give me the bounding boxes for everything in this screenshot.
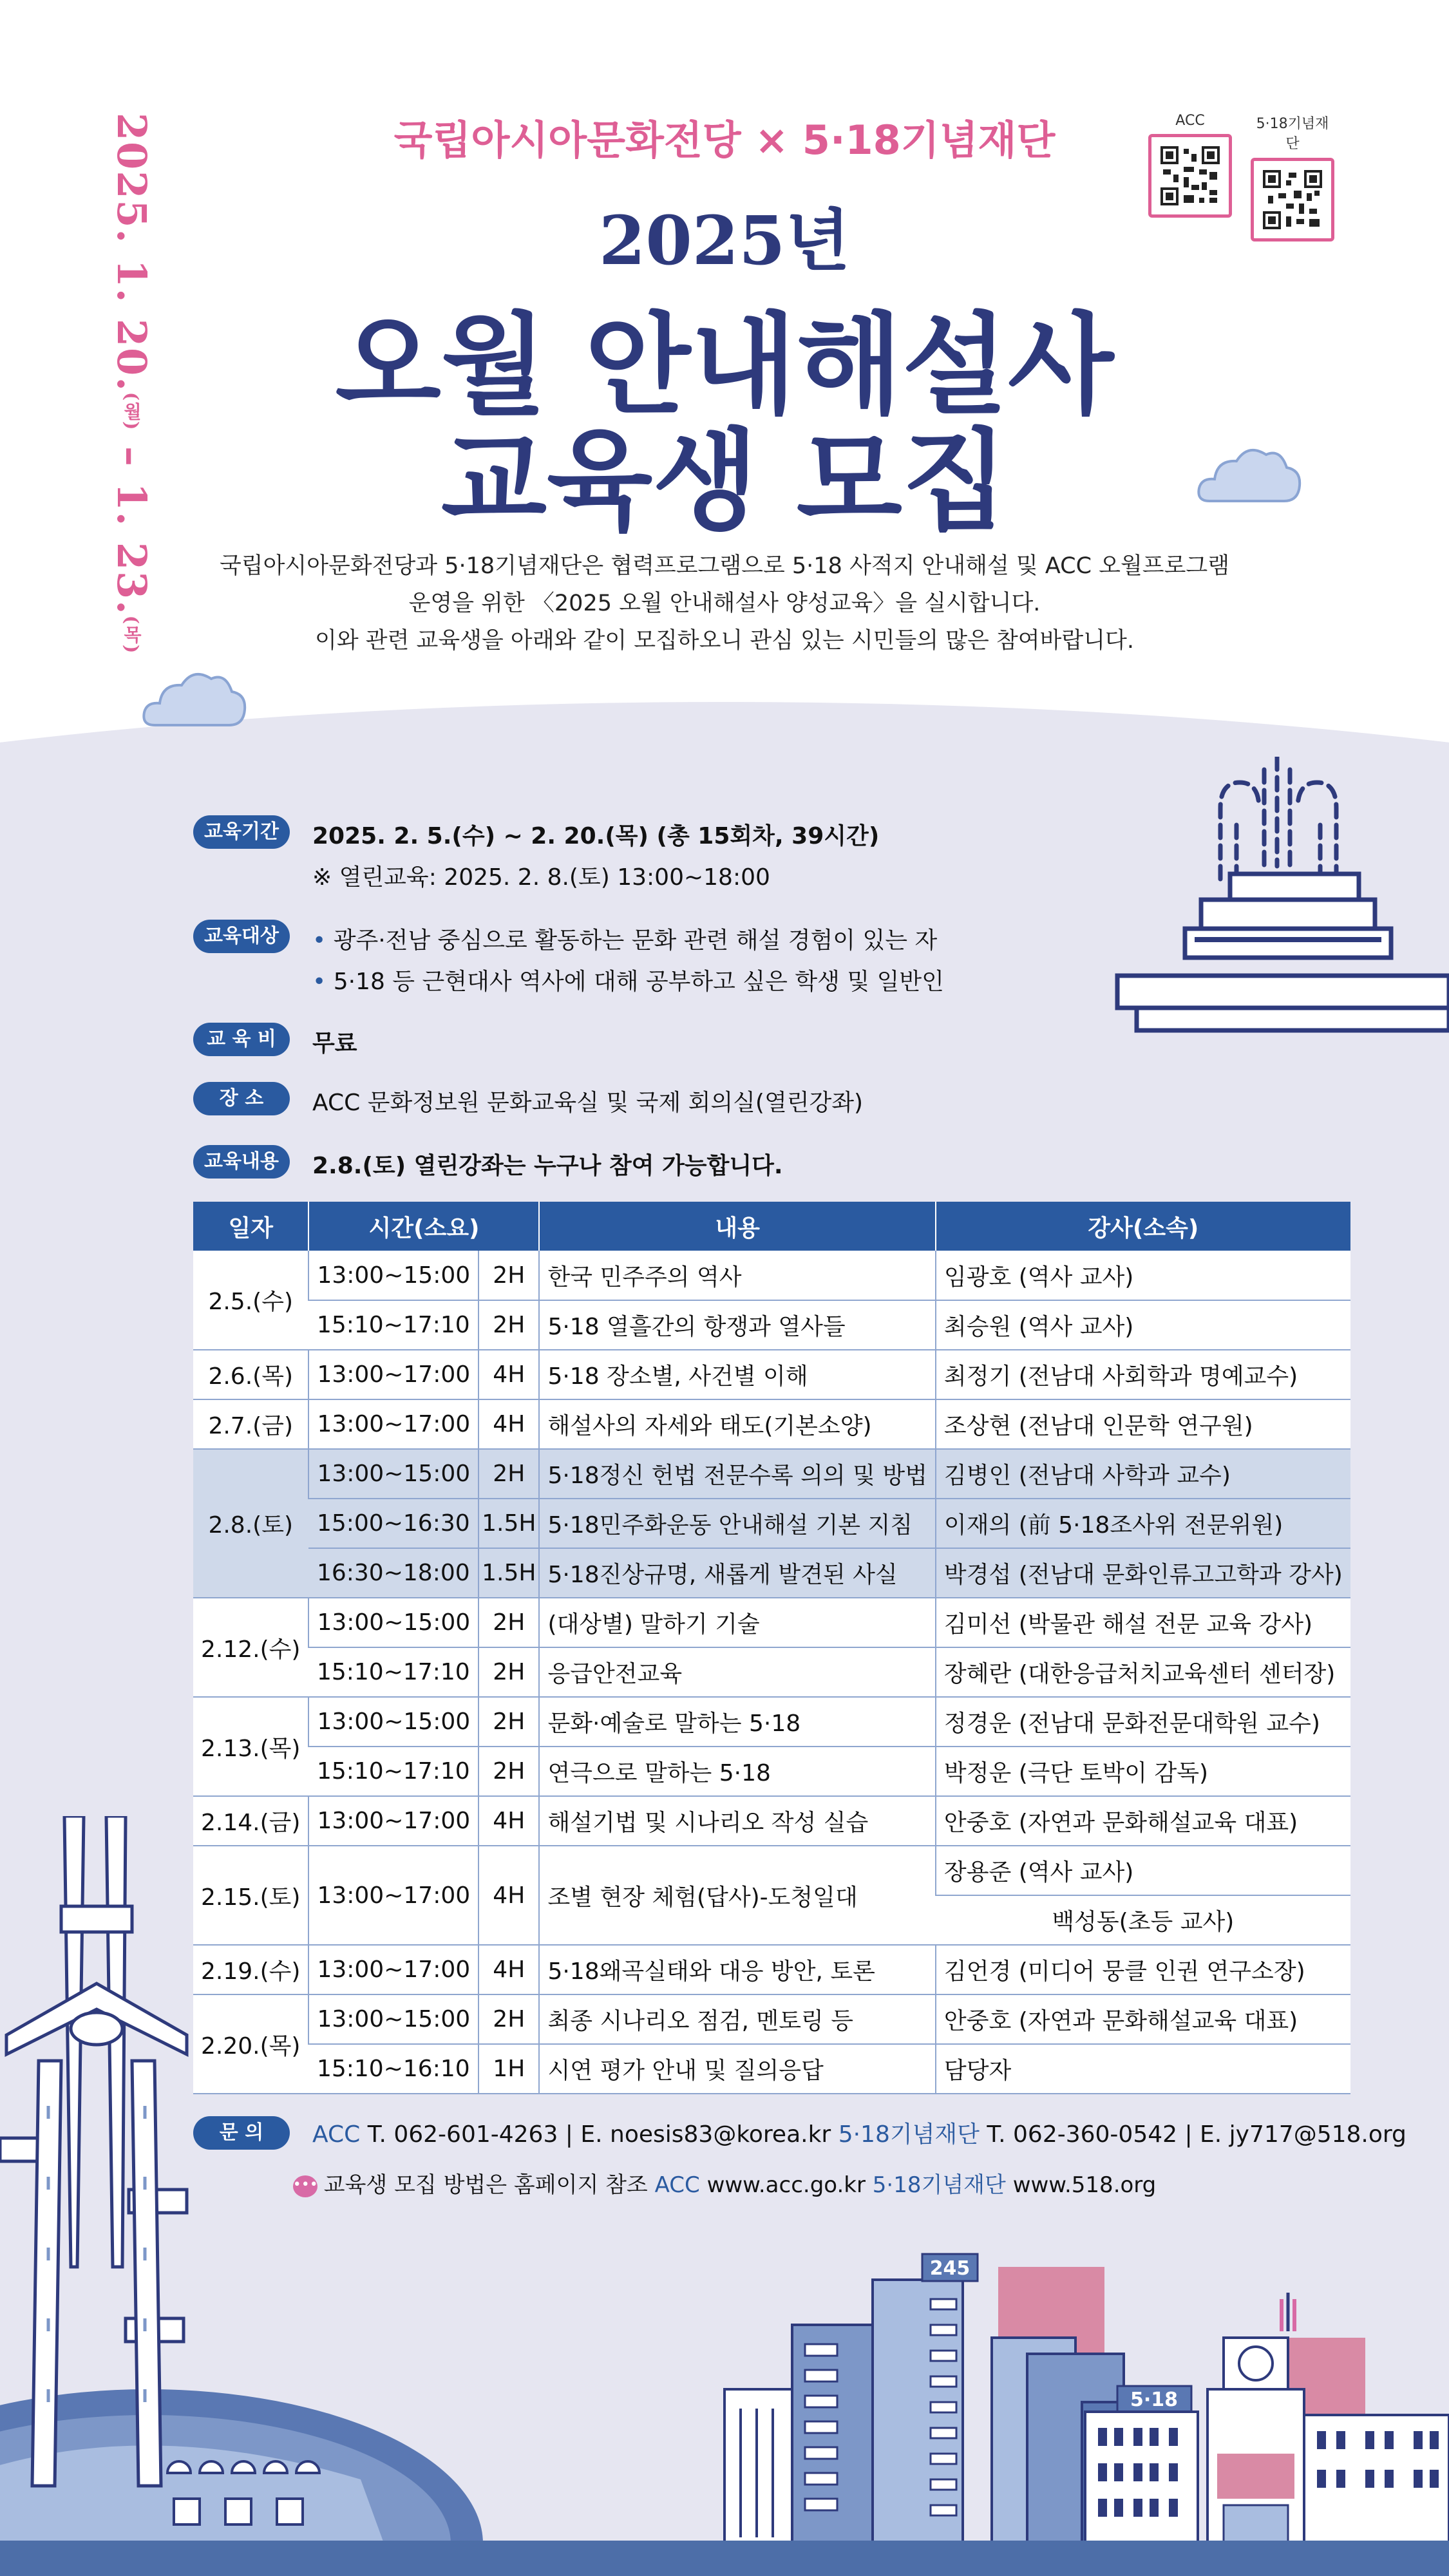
table-row: 2.12.(수) 13:00~15:00 2H (대상별) 말하기 기술 김미선 (박물관 해설 전문 교육 강사) xyxy=(193,1598,1350,1647)
table-row-open-class: 2.8.(토) 13:00~15:00 2H 5·18정신 헌법 전문수록 의의 및 방법 김병인 (전남대 사학과 교수) xyxy=(193,1449,1350,1499)
table-row: 2.20.(목) 13:00~15:00 2H 최종 시나리오 점검, 멘토링 등 안중호 (자연과 문화해설교육 대표) xyxy=(193,1994,1350,2044)
table-row: 15:10~16:10 1H 시연 평가 안내 및 질의응답 담당자 xyxy=(193,2044,1350,2094)
title-year: 2025년 xyxy=(599,201,850,280)
intro-paragraph: 국립아시아문화전당과 5·18기념재단은 협력프로그램으로 5·18 사적지 안내해설 및 ACC 오월프로그램 운영을 위한 〈2025 오월 안내해설사 양성교육〉을 실시합니다. 이와 관련 교육생을 아래와 같이 모집하오니 관심 있는 시민들의 많은 참여바랍니다. xyxy=(219,553,1230,654)
table-header: 일자 시간(소요) 내용 강사(소속) xyxy=(193,1202,1350,1251)
homepage-note: ••• 교육생 모집 방법은 홈페이지 참조 ACC www.acc.go.kr 5·18기념재단 www.518.org xyxy=(292,2172,1157,2198)
city-buildings-illustration xyxy=(721,2241,1449,2544)
recruitment-date: 2025. 1. 20.(월) – 1. 23.(목) xyxy=(108,113,155,655)
pill-label: 교육대상 xyxy=(193,920,290,953)
table-row: 2.15.(토) 13:00~17:00 4H 조별 현장 체험(답사)-도청일대 장용준 (역사 교사) xyxy=(193,1846,1350,1895)
pill-label: 교육내용 xyxy=(193,1145,290,1179)
table-row: 2.7.(금) 13:00~17:00 4H 해설사의 자세와 태도(기본소양) 조상현 (전남대 인문학 연구원) xyxy=(193,1399,1350,1449)
table-row: 2.13.(목) 13:00~15:00 2H 문화·예술로 말하는 5·18 정경운 (전남대 문화전문대학원 교수) xyxy=(193,1697,1350,1747)
memorial-tower-illustration xyxy=(0,1816,489,2550)
acc-contact[interactable]: T. 062-601-4263 | E. noesis83@korea.kr xyxy=(367,2121,831,2148)
table-row: 백성동(초등 교사) xyxy=(193,1895,1350,1945)
pill-label: 문 의 xyxy=(193,2116,290,2150)
foundation-url-link[interactable]: www.518.org xyxy=(1012,2172,1157,2198)
pill-label: 교육기간 xyxy=(193,815,290,849)
table-row-open-class: 16:30~18:00 1.5H 5·18진상규명, 새롭게 발견된 사실 박경섭 (전남대 문화인류고고학과 강사) xyxy=(193,1548,1350,1598)
cloud-icon xyxy=(142,666,248,730)
pill-label: 교 육 비 xyxy=(193,1023,290,1056)
table-row: 2.19.(수) 13:00~17:00 4H 5·18왜곡실태와 대응 방안, 토론 김언경 (미디어 뭉클 인권 연구소장) xyxy=(193,1945,1350,1994)
qr-code-foundation[interactable]: 5·18기념재단 xyxy=(1251,113,1334,242)
organizer-line: 국립아시아문화전당 × 5·18기념재단 xyxy=(393,117,1056,164)
page-title-line2: 교육생 모집 xyxy=(440,418,1009,545)
speech-bubble-icon: ••• xyxy=(293,2175,317,2197)
pill-label: 장 소 xyxy=(193,1082,290,1115)
acc-url-link[interactable]: www.acc.go.kr xyxy=(706,2172,866,2198)
open-class-note: ※ 열린교육: 2025. 2. 8.(토) 13:00~18:00 xyxy=(312,864,770,891)
table-row-open-class: 15:00~16:30 1.5H 5·18민주화운동 안내해설 기본 지침 이재의 (前 5·18조사위 전문위원) xyxy=(193,1499,1350,1548)
table-row: 2.5.(수) 13:00~15:00 2H 한국 민주주의 역사 임광호 (역사 교사) xyxy=(193,1251,1350,1300)
table-row: 2.6.(목) 13:00~17:00 4H 5·18 장소별, 사건별 이해 최정기 (전남대 사회학과 명예교수) xyxy=(193,1350,1350,1399)
table-row: 15:10~17:10 2H 연극으로 말하는 5·18 박정운 (극단 토박이 감독) xyxy=(193,1747,1350,1796)
page-title-line1: 오월 안내해설사 xyxy=(335,302,1114,430)
cloud-icon xyxy=(1197,442,1303,506)
table-row: 15:10~17:10 2H 5·18 열흘간의 항쟁과 열사들 최승원 (역사 교사) xyxy=(193,1300,1350,1350)
building-number: 245 xyxy=(929,2257,971,2280)
building-sign: 5·18 xyxy=(1130,2389,1179,2411)
table-row: 2.14.(금) 13:00~17:00 4H 해설기법 및 시나리오 작성 실습 안중호 (자연과 문화해설교육 대표) xyxy=(193,1796,1350,1846)
footer-band xyxy=(0,2541,1449,2576)
table-row: 15:10~17:10 2H 응급안전교육 장혜란 (대한응급처치교육센터 센터장) xyxy=(193,1647,1350,1697)
fountain-illustration xyxy=(1111,757,1449,1040)
foundation-contact[interactable]: T. 062-360-0542 | E. jy717@518.org xyxy=(987,2121,1406,2148)
qr-code-acc[interactable]: ACC xyxy=(1148,113,1232,218)
